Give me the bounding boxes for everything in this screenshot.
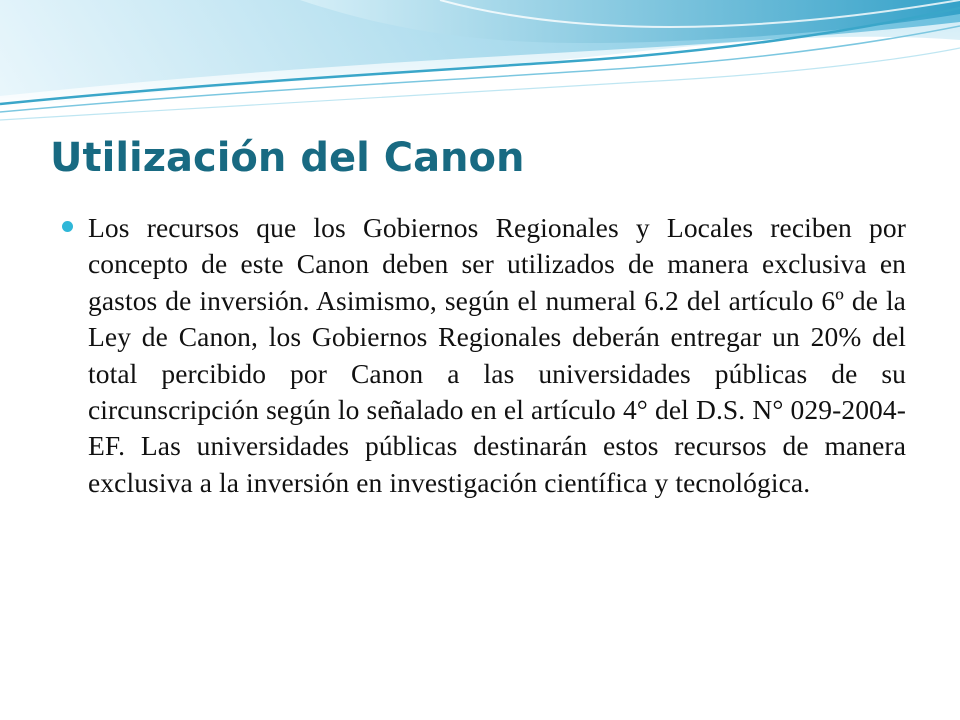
bullet-item [60,210,906,501]
bullet-list [60,210,906,501]
header-wave-decoration [0,0,960,130]
bullet-icon [62,221,73,232]
slide-title: Utilización del Canon [50,135,525,181]
bullet-text: Los recursos que los Gobiernos Regionales y Locales reciben por concepto de este Canon deben ser utilizados de manera exclusiva en gastos de inversión. Asimismo, según el numeral 6.2 del artículo 6º de la Ley de Canon, los Gobiernos Regionales deberán entregar un 20% del total percibido por Canon a las universidades públicas de su circunscripción según lo señalado en el artículo 4° del D.S. N° 029-2004-EF. Las universidades públicas destinarán estos recursos de manera exclusiva a la inversión en investigación científica y tecnológica. [88,212,906,498]
